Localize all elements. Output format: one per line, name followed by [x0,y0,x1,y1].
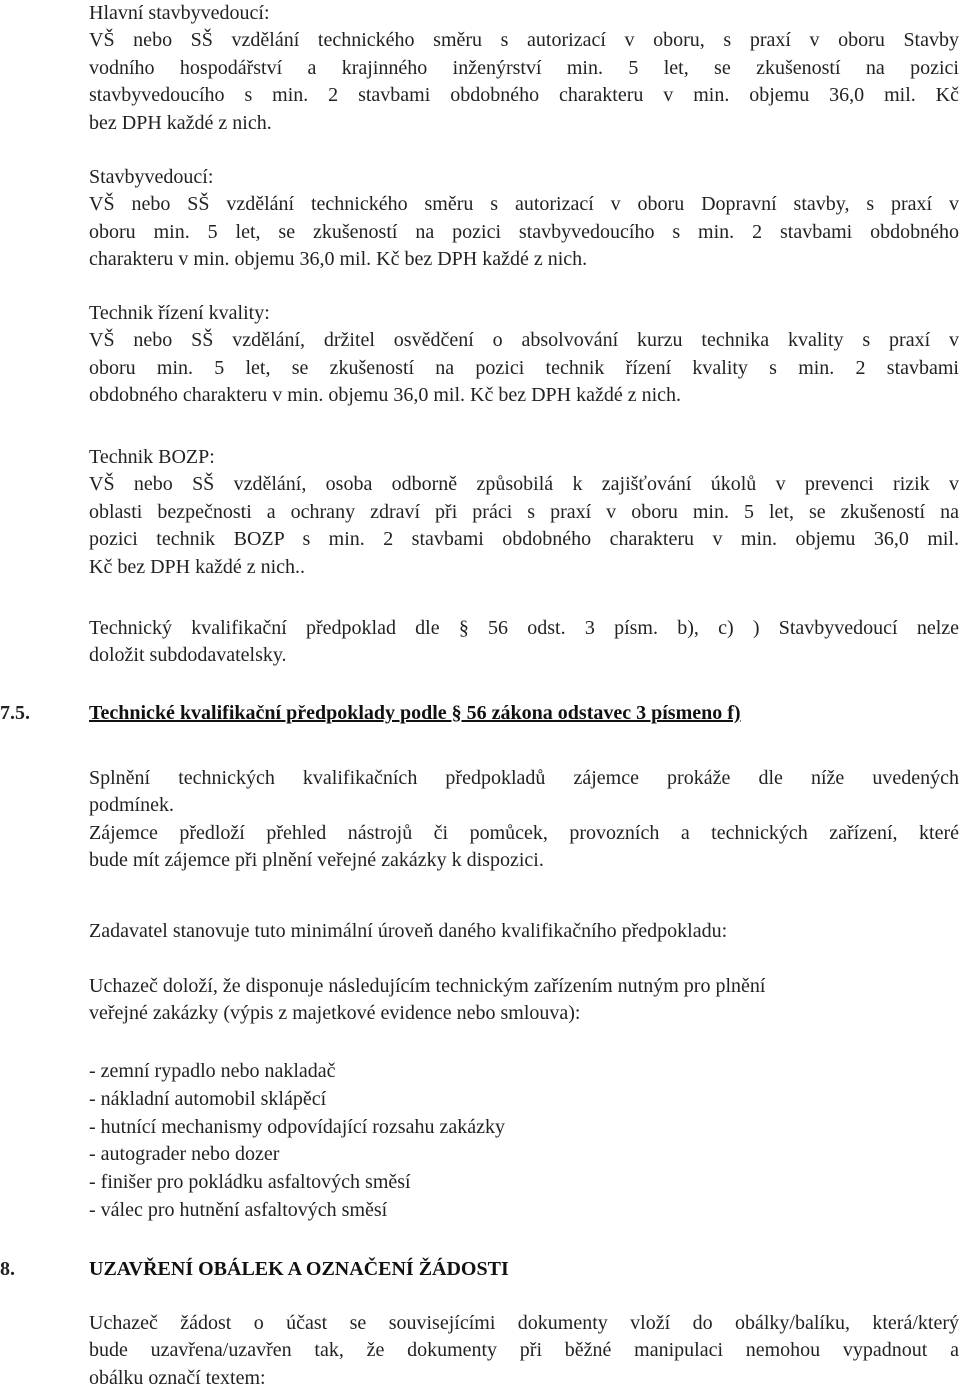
paragraph-splneni [89,765,959,875]
paragraph-line: VŠ nebo SŠ vzdělání technického směru s autorizací v oboru, s praxí v oboru Stavby [89,29,959,52]
paragraph-line: VŠ nebo SŠ vzdělání technického směru s autorizací v oboru Dopravní stavby, s praxí v [89,193,959,216]
paragraph-uchazec [89,973,959,1028]
paragraph-zadavatel [89,918,959,945]
paragraph-line: Zájemce předloží přehled nástrojů či pomůcek, provozních a technických zařízení, které [89,821,959,844]
paragraph-line: stavbyvedoucího s min. 2 stavbami obdobného charakteru v min. objemu 36,0 mil. Kč [89,84,959,107]
list-item: - válec pro hutnění asfaltových směsí [89,1198,388,1221]
paragraph-line: bude mít zájemce při plnění veřejné zakázky k dispozici. [89,849,544,872]
list-item: - hutnící mechanismy odpovídající rozsahu zakázky [89,1115,505,1138]
paragraph-line: veřejné zakázky (výpis z majetkové evidence nebo smlouva): [89,1002,581,1025]
paragraph-line: Uchazeč doloží, že disponuje následujícím technickým zařízením nutným pro plnění [89,975,766,997]
section-number: 8. [0,1258,15,1280]
paragraph-line: charakteru v min. objemu 36,0 mil. Kč bez DPH každé z nich. [89,248,588,271]
paragraph-line: obálku označí textem: [89,1366,266,1389]
paragraph-line: Uchazeč žádost o účast se souvisejícími dokumenty vloží do obálky/balíku, která/který [89,1312,959,1334]
paragraph-line: bez DPH každé z nich. [89,111,272,134]
paragraph-label: Technik BOZP: [89,446,215,468]
paragraph-label: Stavbyvedoucí: [89,166,214,188]
paragraph-label: Hlavní stavbyvedoucí: [89,2,270,24]
paragraph-technik-bozp [89,444,959,581]
paragraph-line: oboru min. 5 let, se zkušeností na pozici stavbyvedoucího s min. 2 stavbami obdobného [89,220,959,243]
equipment-list [89,1058,959,1225]
section-number: 7.5. [0,702,30,724]
paragraph-technik-kvality [89,300,959,410]
paragraph-line: pozici technik BOZP s min. 2 stavbami obdobného charakteru v min. objemu 36,0 mil. [89,528,959,551]
paragraph-line: VŠ nebo SŠ vzdělání, osoba odborně způsobilá k zajišťování úkolů v prevenci rizik v [89,473,959,496]
paragraph-line: podmínek. [89,794,174,817]
section-title: UZAVŘENÍ OBÁLEK A OZNAČENÍ ŽÁDOSTI [89,1258,509,1280]
list-item: - zemní rypadlo nebo nakladač [89,1060,336,1082]
paragraph-line: obdobného charakteru v min. objemu 36,0 mil. Kč bez DPH každé z nich. [89,384,682,407]
paragraph-line: oblasti bezpečnosti a ochrany zdraví při práci s praxí v oboru min. 5 let, se zkušeností na [89,500,959,523]
paragraph-label: Technik řízení kvality: [89,302,270,324]
list-item: - autograder nebo dozer [89,1143,280,1166]
list-item: - finišer pro pokládku asfaltových směsí [89,1171,411,1194]
paragraph-line: VŠ nebo SŠ vzdělání, držitel osvědčení o absolvování kurzu technika kvality s praxí v [89,329,959,352]
paragraph-line: Technický kvalifikační předpoklad dle § 56 odst. 3 písm. b), c) ) Stavbyvedoucí nelze [89,617,959,639]
paragraph-line: Zadavatel stanovuje tuto minimální úroveň daného kvalifikačního předpokladu: [89,920,728,942]
paragraph-obalky [89,1310,959,1392]
paragraph-line: bude uzavřena/uzavřen tak, že dokumenty při běžné manipulaci nemohou vypadnout a [89,1339,959,1362]
paragraph-line: Splnění technických kvalifikačních předpokladů zájemce prokáže dle níže uvedených [89,767,959,789]
section-title: Technické kvalifikační předpoklady podle § 56 zákona odstavec 3 písmeno f) [89,702,741,724]
paragraph-stavbyvedouci [89,164,959,274]
paragraph-line: doložit subdodavatelsky. [89,644,287,667]
paragraph-predpoklad [89,615,959,670]
list-item: - nákladní automobil sklápěcí [89,1087,327,1110]
paragraph-line: Kč bez DPH každé z nich.. [89,555,306,578]
paragraph-line: vodního hospodářství a krajinného inženýrství min. 5 let, se zkušeností na pozici [89,56,959,79]
paragraph-line: oboru min. 5 let, se zkušeností na pozici technik řízení kvality s min. 2 stavbami [89,356,959,379]
paragraph-hlavni-stavbyvedouci [89,0,959,137]
